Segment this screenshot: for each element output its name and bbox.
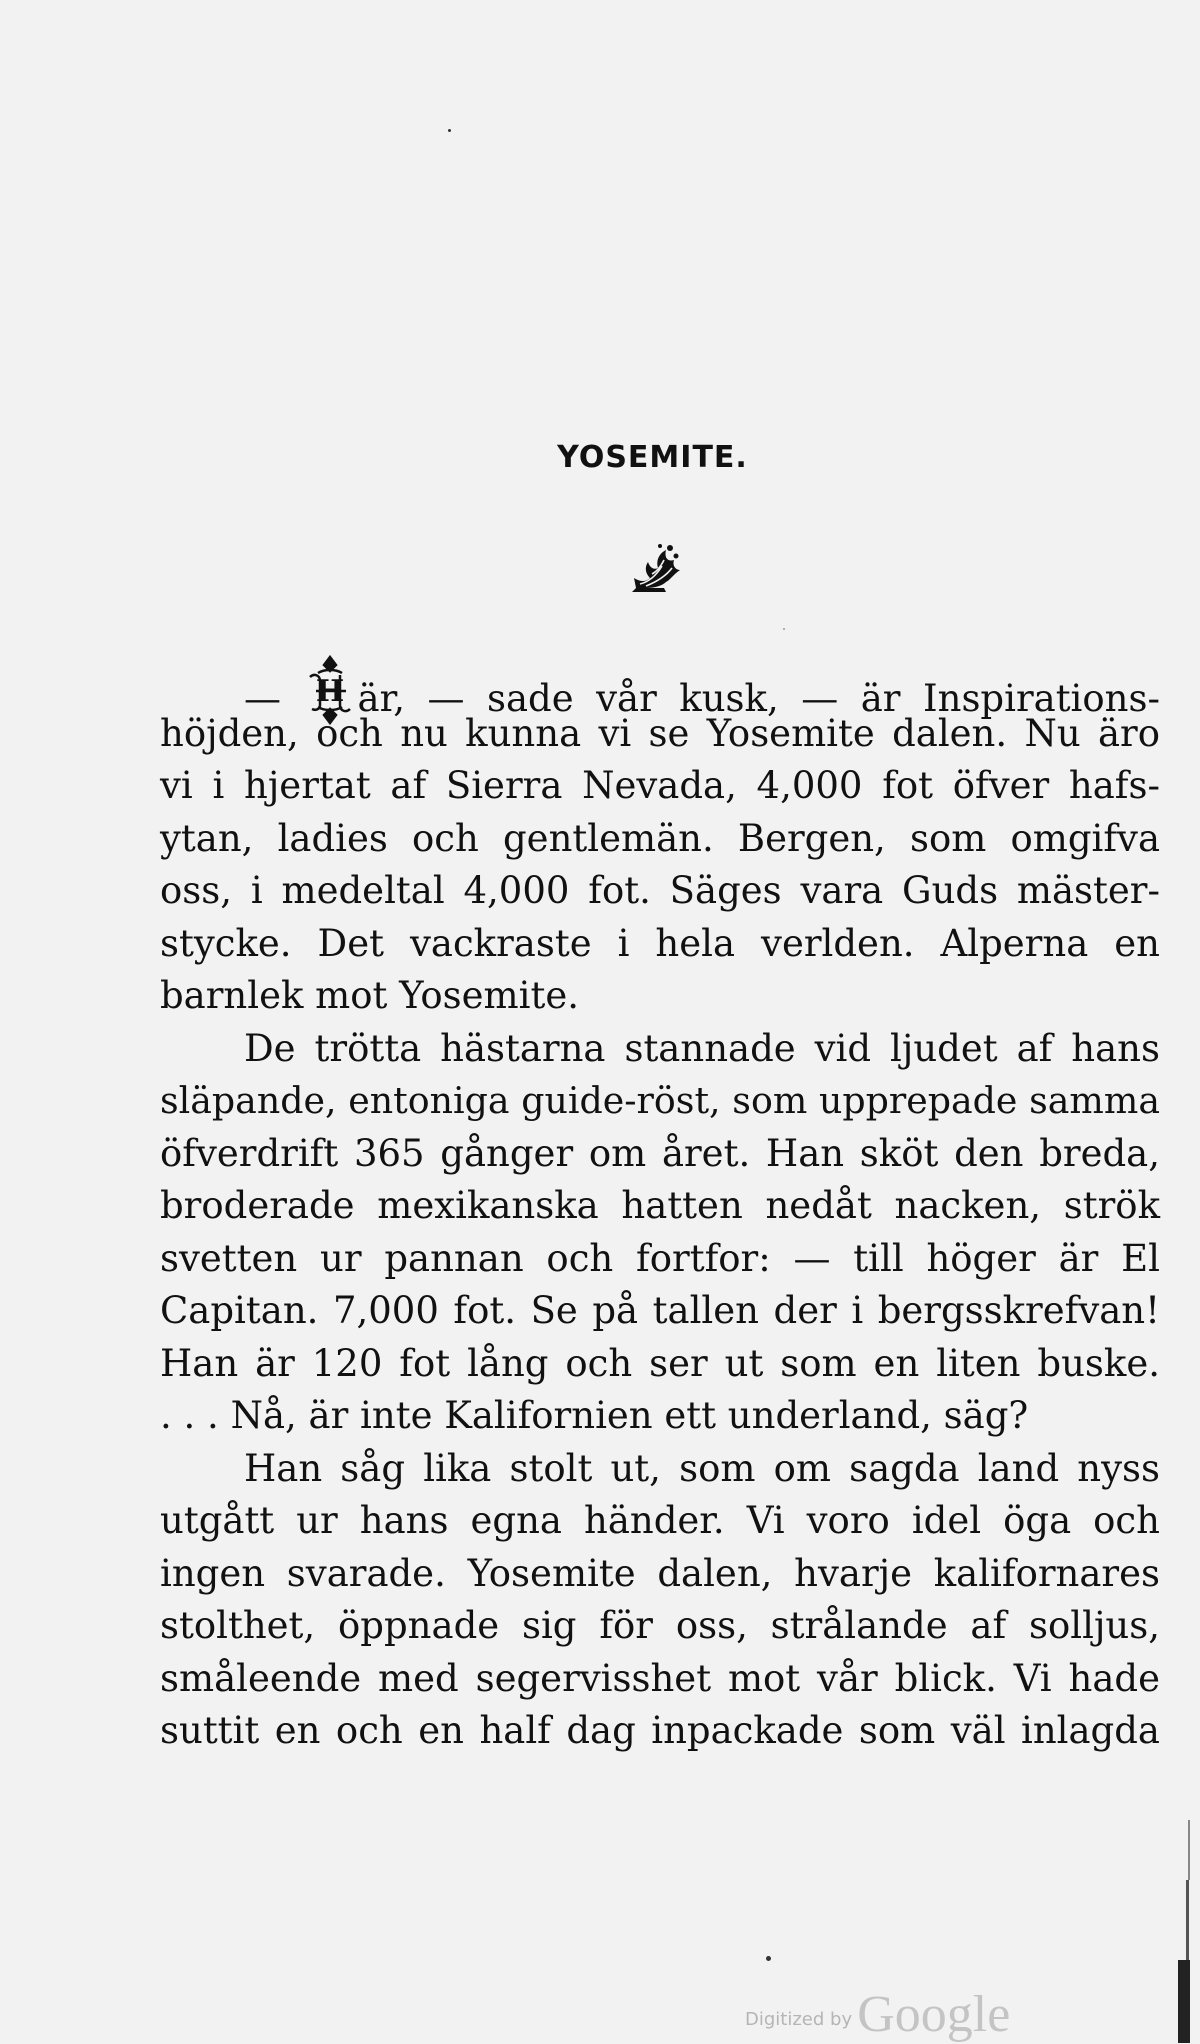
text-line: småleende med segervisshet mot vår blick. Vi hade [160, 1656, 1160, 1700]
text-line: suttit en och en half dag inpackade som väl inlagda [160, 1709, 1160, 1752]
text-line [160, 655, 1160, 720]
speck [766, 1956, 771, 1961]
text-line: svetten ur pannan och fortfor: — till höger är El [160, 1236, 1160, 1280]
line-prefix: — [244, 677, 304, 720]
text-line: barnlek mot Yosemite. [160, 974, 579, 1017]
text-line: Han är 120 fot lång och ser ut som en liten buske. [160, 1341, 1160, 1385]
text-line: höjden, och nu kunna vi se Yosemite dalen. Nu äro [160, 711, 1160, 755]
text-line: oss, i medeltal 4,000 fot. Säges vara Guds mäster- [160, 869, 1160, 912]
text-line: utgått ur hans egna händer. Vi voro idel öga och [160, 1499, 1160, 1542]
page-edge-mark [1186, 1880, 1189, 1970]
text-line: ytan, ladies och gentlemän. Bergen, som omgifva [160, 816, 1160, 860]
page-edge-mark [1178, 1960, 1190, 2043]
text-line: Han såg lika stolt ut, som om sagda land nyss [244, 1446, 1160, 1490]
chapter-title: YOSEMITE. [557, 440, 748, 475]
text-line: De trötta hästarna stannade vid ljudet af hans [244, 1026, 1160, 1070]
digitized-by-label: Digitized by [745, 2009, 853, 2030]
text-line: . . . Nå, är inte Kalifornien ett underland, säg? [160, 1394, 1029, 1437]
digitized-by-google [745, 1985, 1010, 2044]
text-line: broderade mexikanska hatten nedåt nacken, strök [160, 1184, 1160, 1227]
speck [783, 628, 785, 630]
fleuron-icon [626, 538, 682, 596]
text-line: släpande, entoniga guide-röst, som upprepade samma [160, 1079, 1160, 1122]
page-edge-mark [1188, 1820, 1190, 1880]
speck [448, 129, 451, 132]
text-line: vi i hjertat af Sierra Nevada, 4,000 fot öfver hafs- [160, 764, 1160, 807]
body-text [160, 655, 1160, 1758]
line-text: är, — sade vår kusk, — är Inspirations- [357, 677, 1160, 720]
dropcap-letter: H [315, 674, 344, 709]
text-line: stolthet, öppnade sig för oss, strålande af solljus, [160, 1604, 1160, 1647]
text-line: stycke. Det vackraste i hela verlden. Alperna en [160, 921, 1160, 965]
text-line: öfverdrift 365 gånger om året. Han sköt den breda, [160, 1131, 1160, 1175]
text-line: Capitan. 7,000 fot. Se på tallen der i bergsskrefvan! [160, 1289, 1160, 1332]
google-logo: Google [857, 1986, 1011, 2043]
text-line: ingen svarade. Yosemite dalen, hvarje kalifornares [160, 1551, 1160, 1595]
